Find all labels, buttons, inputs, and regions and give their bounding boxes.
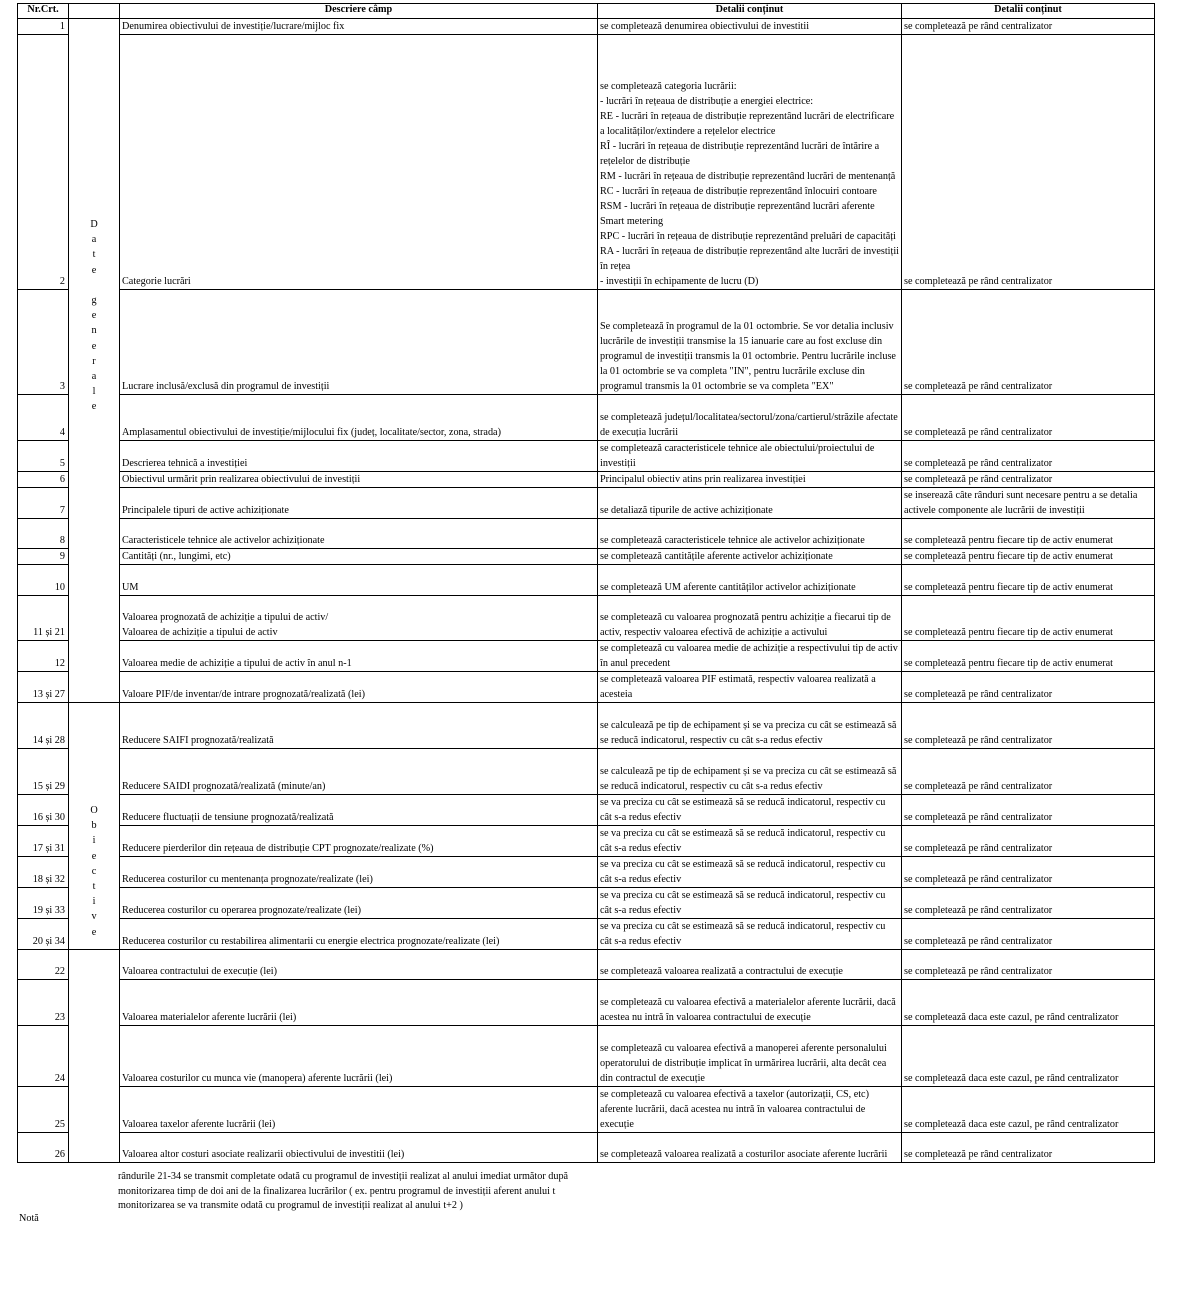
table-row — [18, 672, 1155, 703]
field-details: se completează caracteristicele tehnice ale obiectului/proiectului de investiții — [598, 441, 902, 472]
field-completion-note: se completează pe rând centralizator — [902, 826, 1155, 857]
header-description: Descriere câmp — [120, 4, 598, 19]
field-description: Caracteristicele tehnice ale activelor achiziționate — [120, 519, 598, 549]
field-completion-note: se completează pe rând centralizator — [902, 795, 1155, 826]
field-description: Valoarea altor costuri asociate realizarii obiectivului de investitii (lei) — [120, 1133, 598, 1163]
field-completion-note: se completează pe rând centralizator — [902, 35, 1155, 290]
note-text: rândurile 21-34 se transmit completate odată cu programul de investiții realizat al anului imediat următor după monitorizarea timp de doi ani de la finalizarea lucrărilor ( ex. pentru programul de investiții aferent anului t monitorizarea se va transmite odată cu programul de investiții realizat al anului t+2 ) — [118, 1171, 569, 1211]
row-number: 16 și 30 — [18, 795, 69, 826]
table-row — [18, 19, 1155, 35]
field-description: Denumirea obiectivului de investiție/lucrare/mijloc fix — [120, 19, 598, 35]
table-row — [18, 950, 1155, 980]
field-details: Se completează în programul de la 01 octombrie. Se vor detalia inclusiv lucrările de investiții transmise la 15 ianuarie care au fost excluse din programul de investiții transmis la 01 octombrie. Pentru lucrările incluse la 01 octombrie se va completa "IN", pentru lucrările excluse din programul transmis la 01 octombrie se va completa "EX" — [598, 290, 902, 395]
row-number: 13 și 27 — [18, 672, 69, 703]
field-description: Lucrare inclusă/exclusă din programul de investiții — [120, 290, 598, 395]
table-row — [18, 749, 1155, 795]
table-row — [18, 549, 1155, 565]
field-details: se completează cu valoarea medie de achiziție a respectivului tip de activ în anul precedent — [598, 641, 902, 672]
row-number: 5 — [18, 441, 69, 472]
field-details: Principalul obiectiv atins prin realizarea investiției — [598, 472, 902, 488]
field-completion-note: se completează daca este cazul, pe rând centralizator — [902, 1087, 1155, 1133]
header-nr: Nr.Crt. — [18, 4, 69, 19]
row-number: 19 și 33 — [18, 888, 69, 919]
group-label-empty — [69, 950, 120, 1163]
field-details: se completează județul/localitatea/sectorul/zona/cartierul/străzile afectate de execuția lucrării — [598, 395, 902, 441]
field-description: Obiectivul urmărit prin realizarea obiectivului de investiții — [120, 472, 598, 488]
row-number: 17 și 31 — [18, 826, 69, 857]
field-details: se completează valoarea PIF estimată, respectiv valoarea realizată a acesteia — [598, 672, 902, 703]
field-description: Valoarea prognozată de achiziție a tipului de activ/ Valoarea de achiziție a tipului de activ — [120, 596, 598, 641]
field-description: Principalele tipuri de active achiziționate — [120, 488, 598, 519]
field-description: Valoarea taxelor aferente lucrării (lei) — [120, 1087, 598, 1133]
row-number: 2 — [18, 35, 69, 290]
row-number: 6 — [18, 472, 69, 488]
field-completion-note: se completează pe rând centralizator — [902, 919, 1155, 950]
row-number: 12 — [18, 641, 69, 672]
field-description: Reducere fluctuații de tensiune prognozată/realizată — [120, 795, 598, 826]
field-description: Descrierea tehnică a investiției — [120, 441, 598, 472]
field-details: se calculează pe tip de echipament și se va preciza cu cât se estimează să se reducă indicatorul, respectiv cu cât s-a redus efectiv — [598, 749, 902, 795]
field-details: se completează cantitățile aferente activelor achiziționate — [598, 549, 902, 565]
field-description: Reducere SAIFI prognozată/realizată — [120, 703, 598, 749]
header-row — [18, 4, 1155, 19]
field-description: Amplasamentul obiectivului de investiție/mijlocului fix (județ, localitate/sector, zona, strada) — [120, 395, 598, 441]
field-details: se va preciza cu cât se estimează să se reducă indicatorul, respectiv cu cât s-a redus efectiv — [598, 857, 902, 888]
table-row — [18, 472, 1155, 488]
table-row — [18, 488, 1155, 519]
table-row — [18, 888, 1155, 919]
field-description: Cantități (nr., lungimi, etc) — [120, 549, 598, 565]
row-number: 1 — [18, 19, 69, 35]
row-number: 22 — [18, 950, 69, 980]
row-number: 7 — [18, 488, 69, 519]
field-details: se detaliază tipurile de active achiziționate — [598, 488, 902, 519]
field-completion-note: se inserează câte rânduri sunt necesare pentru a se detalia activele componente ale lucrării de investiții — [902, 488, 1155, 519]
header-details-extra: Detalii conținut — [902, 4, 1155, 19]
field-description: Reducere pierderilor din rețeaua de distribuție CPT prognozate/realizate (%) — [120, 826, 598, 857]
field-details: se completează valoarea realizată a contractului de execuție — [598, 950, 902, 980]
field-completion-note: se completează pentru fiecare tip de activ enumerat — [902, 519, 1155, 549]
row-number: 24 — [18, 1026, 69, 1087]
row-number: 15 și 29 — [18, 749, 69, 795]
field-completion-note: se completează pe rând centralizator — [902, 19, 1155, 35]
table-row — [18, 1087, 1155, 1133]
row-number: 26 — [18, 1133, 69, 1163]
table-row — [18, 641, 1155, 672]
field-details: se va preciza cu cât se estimează să se reducă indicatorul, respectiv cu cât s-a redus efectiv — [598, 795, 902, 826]
field-completion-note: se completează pe rând centralizator — [902, 749, 1155, 795]
header-details-content: Detalii conținut — [598, 4, 902, 19]
row-number: 8 — [18, 519, 69, 549]
field-description: UM — [120, 565, 598, 596]
field-details: se completează UM aferente cantităților activelor achiziționate — [598, 565, 902, 596]
field-description: Valoarea medie de achiziție a tipului de activ în anul n-1 — [120, 641, 598, 672]
field-completion-note: se completează daca este cazul, pe rând centralizator — [902, 980, 1155, 1026]
table-row — [18, 596, 1155, 641]
field-details: se completează caracteristicele tehnice ale activelor achiziționate — [598, 519, 902, 549]
field-description: Valoare PIF/de inventar/de intrare prognozată/realizată (lei) — [120, 672, 598, 703]
table-row — [18, 703, 1155, 749]
table-row — [18, 441, 1155, 472]
row-number: 14 și 28 — [18, 703, 69, 749]
field-details: se completează cu valoarea prognozată pentru achiziție a fiecarui tip de activ, respectiv valoarea efectivă de achiziție a activului — [598, 596, 902, 641]
field-details: se va preciza cu cât se estimează să se reducă indicatorul, respectiv cu cât s-a redus efectiv — [598, 919, 902, 950]
field-description: Valoarea costurilor cu munca vie (manopera) aferente lucrării (lei) — [120, 1026, 598, 1087]
field-details: se completează cu valoarea efectivă a taxelor (autorizații, CS, etc) aferente lucrării, dacă acestea nu intră în valoarea contractului de execuție — [598, 1087, 902, 1133]
field-details: se completează categoria lucrării: - lucrări în rețeaua de distribuție a energiei electrice: RE - lucrări în rețeaua de distribuție reprezentând lucrări de electrificare a localităților/extindere a rețelelor electrice RÎ - lucrări în rețeaua de distribuție reprezentând lucrări de întărire a rețelelor de distribuție RM - lucrări în rețeaua de distribuție reprezentând lucrări de mentenanță RC - lucrări în rețeaua de distribuție reprezentând înlocuiri contoare RSM - lucrări în rețeaua de distribuție reprezentând lucrări aferente Smart metering RPC - lucrări în rețeaua de distribuție reprezentând preluări de capacități RA - lucrări în rețeaua de distribuție reprezentând alte lucrări de investiții în rețea - investiții în echipamente de lucru (D) — [598, 35, 902, 290]
field-details: se completează valoarea realizată a costurilor asociate aferente lucrării — [598, 1133, 902, 1163]
field-completion-note: se completează pentru fiecare tip de activ enumerat — [902, 641, 1155, 672]
field-details: se completează cu valoarea efectivă a materialelor aferente lucrării, dacă acestea nu intră în valoarea contractului de execuție — [598, 980, 902, 1026]
field-details: se completează cu valoarea efectivă a manoperei aferente personalului operatorului de distribuție implicat în urmărirea lucrării, alta decât cea din contractul de execuție — [598, 1026, 902, 1087]
field-description: Reducerea costurilor cu restabilirea alimentarii cu energie electrica prognozate/realizate (lei) — [120, 919, 598, 950]
table-row — [18, 519, 1155, 549]
table-row — [18, 565, 1155, 596]
field-completion-note: se completează pentru fiecare tip de activ enumerat — [902, 596, 1155, 641]
row-number: 23 — [18, 980, 69, 1026]
table-row — [18, 395, 1155, 441]
field-completion-note: se completează daca este cazul, pe rând centralizator — [902, 1026, 1155, 1087]
field-completion-note: se completează pe rând centralizator — [902, 441, 1155, 472]
field-description: Categorie lucrări — [120, 35, 598, 290]
field-completion-note: se completează pe rând centralizator — [902, 290, 1155, 395]
field-completion-note: se completează pe rând centralizator — [902, 950, 1155, 980]
row-number: 3 — [18, 290, 69, 395]
table-row — [18, 795, 1155, 826]
table-row — [18, 35, 1155, 290]
header-group — [69, 4, 120, 19]
table-row — [18, 919, 1155, 950]
field-description: Reducerea costurilor cu operarea prognozate/realizate (lei) — [120, 888, 598, 919]
row-number: 9 — [18, 549, 69, 565]
investment-fields-table — [17, 3, 1155, 1163]
row-number: 11 și 21 — [18, 596, 69, 641]
field-completion-note: se completează pe rând centralizator — [902, 888, 1155, 919]
row-number: 20 și 34 — [18, 919, 69, 950]
field-completion-note: se completează pentru fiecare tip de activ enumerat — [902, 565, 1155, 596]
table-row — [18, 857, 1155, 888]
field-description: Valoarea contractului de execuție (lei) — [120, 950, 598, 980]
table-row — [18, 1026, 1155, 1087]
group-label-obiective: O b i e c t i v e — [69, 703, 120, 950]
field-description: Reducerea costurilor cu mentenanța prognozate/realizate (lei) — [120, 857, 598, 888]
table-row — [18, 980, 1155, 1026]
field-details: se va preciza cu cât se estimează să se reducă indicatorul, respectiv cu cât s-a redus efectiv — [598, 888, 902, 919]
field-completion-note: se completează pe rând centralizator — [902, 395, 1155, 441]
field-details: se va preciza cu cât se estimează să se reducă indicatorul, respectiv cu cât s-a redus efectiv — [598, 826, 902, 857]
field-completion-note: se completează pe rând centralizator — [902, 472, 1155, 488]
field-description: Reducere SAIDI prognozată/realizată (minute/an) — [120, 749, 598, 795]
field-completion-note: se completează pe rând centralizator — [902, 703, 1155, 749]
table-row — [18, 290, 1155, 395]
field-completion-note: se completează pentru fiecare tip de activ enumerat — [902, 549, 1155, 565]
field-details: se calculează pe tip de echipament și se va preciza cu cât se estimează să se reducă indicatorul, respectiv cu cât s-a redus efectiv — [598, 703, 902, 749]
group-label-date-generale: D a t e g e n e r a l e — [69, 19, 120, 703]
field-completion-note: se completează pe rând centralizator — [902, 672, 1155, 703]
note-label: Notă — [19, 1213, 39, 1224]
table-row — [18, 1133, 1155, 1163]
row-number: 4 — [18, 395, 69, 441]
table-row — [18, 826, 1155, 857]
row-number: 10 — [18, 565, 69, 596]
row-number: 18 și 32 — [18, 857, 69, 888]
field-completion-note: se completează pe rând centralizator — [902, 857, 1155, 888]
row-number: 25 — [18, 1087, 69, 1133]
field-description: Valoarea materialelor aferente lucrării (lei) — [120, 980, 598, 1026]
field-details: se completează denumirea obiectivului de investitii — [598, 19, 902, 35]
field-completion-note: se completează pe rând centralizator — [902, 1133, 1155, 1163]
